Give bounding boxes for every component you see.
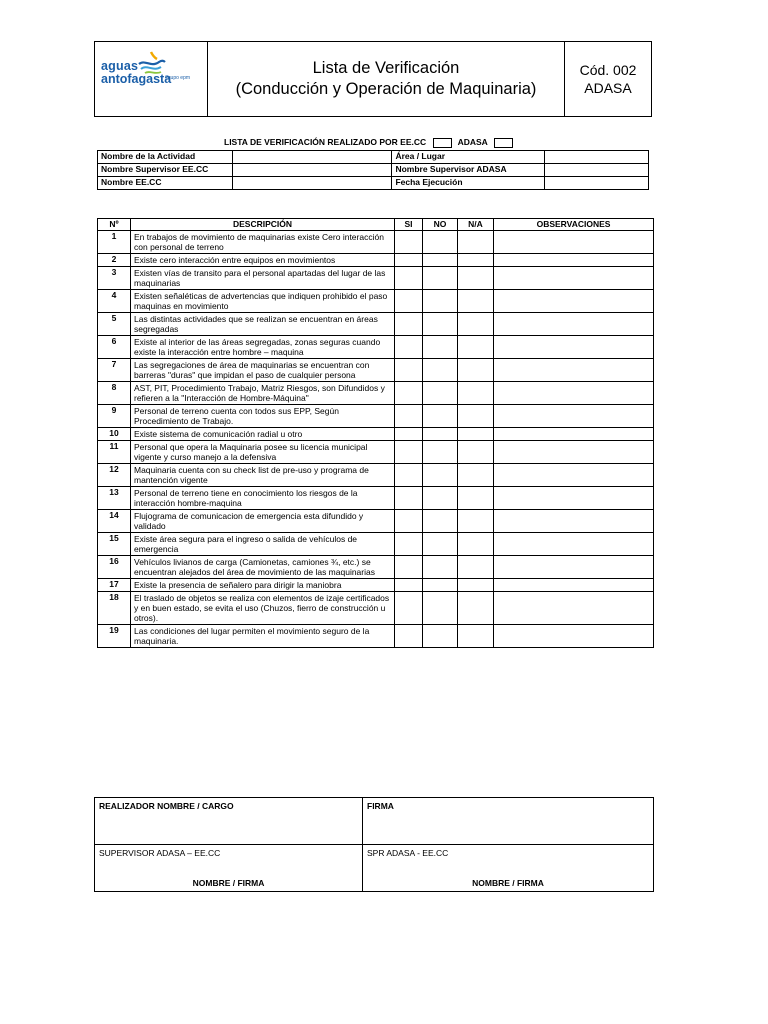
checklist-row xyxy=(98,579,654,592)
item-description: En trabajos de movimiento de maquinarias existe Cero interacción con personal de terreno xyxy=(131,231,395,254)
item-number: 6 xyxy=(98,336,131,359)
item-number: 18 xyxy=(98,592,131,625)
item-number: 2 xyxy=(98,254,131,267)
item-description: El traslado de objetos se realiza con elementos de izaje certificados y en buen estado, se evita el uso (Chuzos, fierro de construcción u otros). xyxy=(131,592,395,625)
option-eecc-label: EE.CC xyxy=(400,137,427,147)
checklist-row xyxy=(98,441,654,464)
document-subtitle: (Conducción y Operación de Maquinaria) xyxy=(235,80,537,98)
si-checkbox-cell[interactable] xyxy=(395,382,423,405)
supervisor-eecc-label: Nombre Supervisor EE.CC xyxy=(98,164,233,177)
supervisor-eecc-field[interactable] xyxy=(232,164,392,177)
eecc-name-field[interactable] xyxy=(232,177,392,190)
no-checkbox-cell[interactable] xyxy=(423,290,458,313)
col-no-header: NO xyxy=(423,219,458,231)
na-checkbox-cell[interactable] xyxy=(458,290,494,313)
no-checkbox-cell[interactable] xyxy=(423,579,458,592)
checklist-row xyxy=(98,267,654,290)
item-number: 9 xyxy=(98,405,131,428)
logo-tagline: Grupo epm xyxy=(165,75,191,81)
area-label: Área / Lugar xyxy=(392,151,545,164)
checklist-row xyxy=(98,231,654,254)
na-checkbox-cell[interactable] xyxy=(458,533,494,556)
na-checkbox-cell[interactable] xyxy=(458,441,494,464)
no-checkbox-cell[interactable] xyxy=(423,487,458,510)
realizado-por-label: LISTA DE VERIFICACIÓN REALIZADO POR xyxy=(224,137,398,147)
realizador-label: REALIZADOR NOMBRE / CARGO xyxy=(95,798,363,845)
supervisor-label: SUPERVISOR ADASA – EE.CC xyxy=(99,848,221,858)
activity-info-table xyxy=(97,150,649,190)
item-number: 1 xyxy=(98,231,131,254)
na-checkbox-cell[interactable] xyxy=(458,487,494,510)
document-code-org: ADASA xyxy=(584,80,632,96)
col-obs-header: OBSERVACIONES xyxy=(494,219,654,231)
na-checkbox-cell[interactable] xyxy=(458,267,494,290)
checklist-header-row xyxy=(98,219,654,231)
code-cell xyxy=(565,42,651,116)
si-checkbox-cell[interactable] xyxy=(395,290,423,313)
option-adasa-checkbox[interactable] xyxy=(494,138,513,148)
na-checkbox-cell[interactable] xyxy=(458,359,494,382)
item-description: Existe cero interacción entre equipos en movimientos xyxy=(131,254,395,267)
na-checkbox-cell[interactable] xyxy=(458,313,494,336)
no-checkbox-cell[interactable] xyxy=(423,359,458,382)
no-checkbox-cell[interactable] xyxy=(423,428,458,441)
observations-field[interactable] xyxy=(494,254,654,267)
na-checkbox-cell[interactable] xyxy=(458,382,494,405)
item-description: Flujograma de comunicacion de emergencia esta difundido y validado xyxy=(131,510,395,533)
observations-field[interactable] xyxy=(494,533,654,556)
item-description: Personal que opera la Maquinaria posee su licencia municipal vigente y curso manejo a la defensiva xyxy=(131,441,395,464)
na-checkbox-cell[interactable] xyxy=(458,579,494,592)
checklist-row xyxy=(98,487,654,510)
observations-field[interactable] xyxy=(494,510,654,533)
observations-field[interactable] xyxy=(494,290,654,313)
na-checkbox-cell[interactable] xyxy=(458,231,494,254)
no-checkbox-cell[interactable] xyxy=(423,231,458,254)
si-checkbox-cell[interactable] xyxy=(395,231,423,254)
nombre-firma-label-1: NOMBRE / FIRMA xyxy=(192,878,265,888)
area-field[interactable] xyxy=(545,151,649,164)
si-checkbox-cell[interactable] xyxy=(395,428,423,441)
signature-table xyxy=(94,797,654,892)
observations-field[interactable] xyxy=(494,313,654,336)
observations-field[interactable] xyxy=(494,592,654,625)
option-adasa-label: ADASA xyxy=(457,137,488,147)
activity-name-label: Nombre de la Actividad xyxy=(98,151,233,164)
document-header xyxy=(94,41,652,117)
no-checkbox-cell[interactable] xyxy=(423,313,458,336)
si-checkbox-cell[interactable] xyxy=(395,405,423,428)
checklist-row xyxy=(98,533,654,556)
checklist-row xyxy=(98,382,654,405)
col-si-header: SI xyxy=(395,219,423,231)
no-checkbox-cell[interactable] xyxy=(423,405,458,428)
col-num-header: Nº xyxy=(98,219,131,231)
si-checkbox-cell[interactable] xyxy=(395,267,423,290)
activity-name-field[interactable] xyxy=(232,151,392,164)
item-description: Las condiciones del lugar permiten el movimiento seguro de la maquinaria. xyxy=(131,625,395,648)
logo-line2: antofagasta xyxy=(101,72,172,86)
observations-field[interactable] xyxy=(494,441,654,464)
nombre-firma-label-2: NOMBRE / FIRMA xyxy=(472,878,544,888)
item-number: 5 xyxy=(98,313,131,336)
logo-line1: aguas xyxy=(101,59,139,73)
item-description: Las distintas actividades que se realizan se encuentran en áreas segregadas xyxy=(131,313,395,336)
item-description: Las segregaciones de área de maquinarias se encuentran con barreras "duras" que impidan el paso de cualquier persona xyxy=(131,359,395,382)
na-checkbox-cell[interactable] xyxy=(458,592,494,625)
si-checkbox-cell[interactable] xyxy=(395,487,423,510)
item-description: Existe la presencia de señalero para dirigir la maniobra xyxy=(131,579,395,592)
checklist-table xyxy=(97,218,654,648)
observations-field[interactable] xyxy=(494,625,654,648)
realizado-por-line xyxy=(224,137,517,148)
si-checkbox-cell[interactable] xyxy=(395,336,423,359)
si-checkbox-cell[interactable] xyxy=(395,313,423,336)
na-checkbox-cell[interactable] xyxy=(458,625,494,648)
date-field[interactable] xyxy=(545,177,649,190)
si-checkbox-cell[interactable] xyxy=(395,441,423,464)
si-checkbox-cell[interactable] xyxy=(395,359,423,382)
date-label: Fecha Ejecución xyxy=(392,177,545,190)
no-checkbox-cell[interactable] xyxy=(423,556,458,579)
item-number: 12 xyxy=(98,464,131,487)
item-number: 7 xyxy=(98,359,131,382)
supervisor-adasa-label: Nombre Supervisor ADASA xyxy=(392,164,545,177)
eecc-name-label: Nombre EE.CC xyxy=(98,177,233,190)
si-checkbox-cell[interactable] xyxy=(395,625,423,648)
item-number: 3 xyxy=(98,267,131,290)
checklist-row xyxy=(98,592,654,625)
si-checkbox-cell[interactable] xyxy=(395,579,423,592)
item-description: Maquinaria cuenta con su check list de pre-uso y programa de mantención vigente xyxy=(131,464,395,487)
checklist-row xyxy=(98,336,654,359)
na-checkbox-cell[interactable] xyxy=(458,254,494,267)
observations-field[interactable] xyxy=(494,405,654,428)
observations-field[interactable] xyxy=(494,231,654,254)
si-checkbox-cell[interactable] xyxy=(395,556,423,579)
no-checkbox-cell[interactable] xyxy=(423,254,458,267)
item-description: Existen señaléticas de advertencias que indiquen prohibido el paso maquinas en movimiento xyxy=(131,290,395,313)
na-checkbox-cell[interactable] xyxy=(458,336,494,359)
no-checkbox-cell[interactable] xyxy=(423,464,458,487)
si-checkbox-cell[interactable] xyxy=(395,510,423,533)
item-number: 11 xyxy=(98,441,131,464)
supervisor-sign-cell[interactable] xyxy=(95,845,363,892)
na-checkbox-cell[interactable] xyxy=(458,405,494,428)
checklist-row xyxy=(98,625,654,648)
observations-field[interactable] xyxy=(494,267,654,290)
na-checkbox-cell[interactable] xyxy=(458,510,494,533)
checklist-row xyxy=(98,556,654,579)
observations-field[interactable] xyxy=(494,579,654,592)
item-number: 17 xyxy=(98,579,131,592)
observations-field[interactable] xyxy=(494,464,654,487)
item-number: 15 xyxy=(98,533,131,556)
observations-field[interactable] xyxy=(494,487,654,510)
observations-field[interactable] xyxy=(494,382,654,405)
si-checkbox-cell[interactable] xyxy=(395,533,423,556)
spr-sign-cell[interactable] xyxy=(363,845,654,892)
document-title: Lista de Verificación xyxy=(312,59,460,77)
firma-label: FIRMA xyxy=(363,798,654,845)
item-description: Existe al interior de las áreas segregadas, zonas seguras cuando existe la interacción entre hombre – maquina xyxy=(131,336,395,359)
checklist-row xyxy=(98,405,654,428)
checklist-row xyxy=(98,313,654,336)
na-checkbox-cell[interactable] xyxy=(458,464,494,487)
item-number: 10 xyxy=(98,428,131,441)
item-description: Vehículos livianos de carga (Camionetas, camiones ¾, etc.) se encuentran alejados del área de movimiento de las maquinarias xyxy=(131,556,395,579)
checklist-row xyxy=(98,359,654,382)
checklist-row xyxy=(98,254,654,267)
no-checkbox-cell[interactable] xyxy=(423,625,458,648)
observations-field[interactable] xyxy=(494,556,654,579)
observations-field[interactable] xyxy=(494,428,654,441)
na-checkbox-cell[interactable] xyxy=(458,556,494,579)
na-checkbox-cell[interactable] xyxy=(458,428,494,441)
si-checkbox-cell[interactable] xyxy=(395,464,423,487)
si-checkbox-cell[interactable] xyxy=(395,592,423,625)
item-number: 13 xyxy=(98,487,131,510)
no-checkbox-cell[interactable] xyxy=(423,592,458,625)
no-checkbox-cell[interactable] xyxy=(423,533,458,556)
checklist-row xyxy=(98,464,654,487)
item-description: AST, PIT, Procedimiento Trabajo, Matriz Riesgos, son Difundidos y refieren a la "Interacción de Hombre-Máquina" xyxy=(131,382,395,405)
item-number: 16 xyxy=(98,556,131,579)
item-number: 8 xyxy=(98,382,131,405)
no-checkbox-cell[interactable] xyxy=(423,382,458,405)
item-number: 14 xyxy=(98,510,131,533)
checklist-row xyxy=(98,428,654,441)
item-description: Existen vías de transito para el personal apartadas del lugar de las maquinarias xyxy=(131,267,395,290)
checklist-row xyxy=(98,510,654,533)
title-cell xyxy=(208,42,565,116)
company-logo xyxy=(95,42,208,116)
observations-field[interactable] xyxy=(494,359,654,382)
option-eecc-checkbox[interactable] xyxy=(433,138,452,148)
no-checkbox-cell[interactable] xyxy=(423,510,458,533)
checklist-row xyxy=(98,290,654,313)
col-na-header: N/A xyxy=(458,219,494,231)
no-checkbox-cell[interactable] xyxy=(423,336,458,359)
no-checkbox-cell[interactable] xyxy=(423,267,458,290)
item-description: Existe área segura para el ingreso o salida de vehículos de emergencia xyxy=(131,533,395,556)
si-checkbox-cell[interactable] xyxy=(395,254,423,267)
item-description: Personal de terreno cuenta con todos sus EPP, Según Procedimiento de Trabajo. xyxy=(131,405,395,428)
spr-label: SPR ADASA - EE.CC xyxy=(367,848,449,858)
document-code: Cód. 002 xyxy=(579,62,637,78)
item-description: Personal de terreno tiene en conocimiento los riesgos de la interacción hombre-maquina xyxy=(131,487,395,510)
no-checkbox-cell[interactable] xyxy=(423,441,458,464)
supervisor-adasa-field[interactable] xyxy=(545,164,649,177)
observations-field[interactable] xyxy=(494,336,654,359)
item-number: 4 xyxy=(98,290,131,313)
item-description: Existe sistema de comunicación radial u otro xyxy=(131,428,395,441)
item-number: 19 xyxy=(98,625,131,648)
col-desc-header: DESCRIPCIÓN xyxy=(131,219,395,231)
